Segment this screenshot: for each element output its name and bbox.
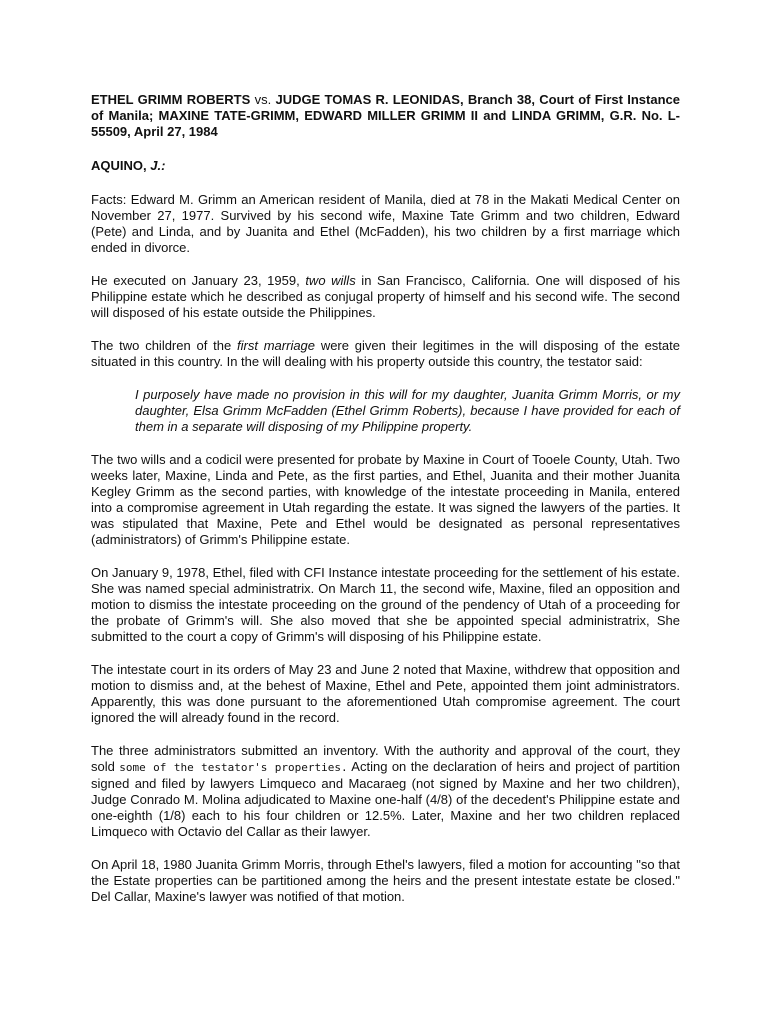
ponente-title: J.: <box>150 158 166 173</box>
orders-paragraph: The intestate court in its orders of May 23 and June 2 noted that Maxine, withdrew that opposition and motion to dismiss and, at the behest of Maxine, Ethel and Pete, appointed them joint administrators. Apparently, this was done pursuant to the aforementioned Utah compromise agreement. The court ignored the will already found in the record. <box>91 662 680 725</box>
january-paragraph: On January 9, 1978, Ethel, filed with CFI Instance intestate proceeding for the settlement of his estate. She was named special administratrix. On March 11, the second wife, Maxine, filed an opposition and motion to dismiss the intestate proceeding on the ground of the pendency of Utah of a proceeding for the probate of Grimm's will. She also moved that she be appointed special administratrix, She submitted to the court a copy of Grimm's will disposing of his Philippine estate. <box>91 565 680 644</box>
wills-text-before: He executed on January 23, 1959, <box>91 273 306 288</box>
ponente <box>91 158 680 174</box>
facts-paragraph <box>91 192 680 256</box>
wills-text-after: in San Francisco, California. One will disposed of his Philippine estate which he described as conjugal property of himself and his second wife. The second will disposed of his estate outside the Philippines. <box>91 273 680 320</box>
utah-paragraph: The two wills and a codicil were presented for probate by Maxine in Court of Tooele County, Utah. Two weeks later, Maxine, Linda and Pete, as the first parties, and Ethel, Juanita and their mother Juanita Kegley Grimm as the second parties, with knowledge of the intestate proceeding in Manila, entered into a compromise agreement in Utah regarding the estate. It was signed the lawyers of the parties. It was stipulated that Maxine, Pete and Ethel would be designated as personal representatives (administrators) of Grimm's Philippine estate. <box>91 452 680 547</box>
petitioner-name: ETHEL GRIMM ROBERTS <box>91 92 251 107</box>
first-marriage-text-after: were given their legitimes in the will disposing of the estate situated in this country. In the will dealing with his property outside this country, the testator said: <box>91 338 680 369</box>
respondents-and-citation: JUDGE TOMAS R. LEONIDAS, Branch 38, Court of First Instance of Manila; MAXINE TATE-GRIMM, EDWARD MILLER GRIMM II and LINDA GRIMM, G.R. No. L-55509, April 27, 1984 <box>91 92 680 139</box>
first-marriage-paragraph <box>91 338 680 370</box>
facts-label: Facts: <box>91 192 127 207</box>
case-title <box>91 92 680 140</box>
inventory-mono-text: some of the testator's properties. <box>119 761 348 774</box>
wills-paragraph <box>91 273 680 321</box>
versus-label: vs. <box>254 92 272 107</box>
ponente-name: AQUINO, <box>91 158 151 173</box>
wills-emphasis: two wills <box>305 273 356 288</box>
first-marriage-text-before: The two children of the <box>91 338 237 353</box>
inventory-text-before: The three administrators submitted an inventory. With the authority and approval of the court, they sold <box>91 743 680 774</box>
inventory-paragraph <box>91 743 680 840</box>
testator-quote: I purposely have made no provision in this will for my daughter, Juanita Grimm Morris, or my daughter, Elsa Grimm McFadden (Ethel Grimm Roberts), because I have provided for each of them in a separate will disposing of my Philippine property. <box>135 387 680 434</box>
first-marriage-emphasis: first marriage <box>237 338 316 353</box>
inventory-text-after: Acting on the declaration of heirs and project of partition signed and filed by lawyers Limqueco and Macaraeg (not signed by Maxine and her two children), Judge Conrado M. Molina adjudicated to Maxine one-half (4/8) of the decedent's Philippine estate and one-eighth (1/8) each to his four children or 12.5%. Later, Maxine and her two children replaced Limqueco with Octavio del Callar as their lawyer. <box>91 759 681 839</box>
facts-text: Edward M. Grimm an American resident of Manila, died at 78 in the Makati Medical Center on November 27, 1977. Survived by his second wife, Maxine Tate Grimm and two children, Edward (Pete) and Linda, and by Juanita and Ethel (McFadden), his two children by a first marriage which ended in divorce. <box>91 192 680 255</box>
april-paragraph: On April 18, 1980 Juanita Grimm Morris, through Ethel's lawyers, filed a motion for accounting "so that the Estate properties can be partitioned among the heirs and the present intestate estate be closed." Del Callar, Maxine's lawyer was notified of that motion. <box>91 857 680 904</box>
